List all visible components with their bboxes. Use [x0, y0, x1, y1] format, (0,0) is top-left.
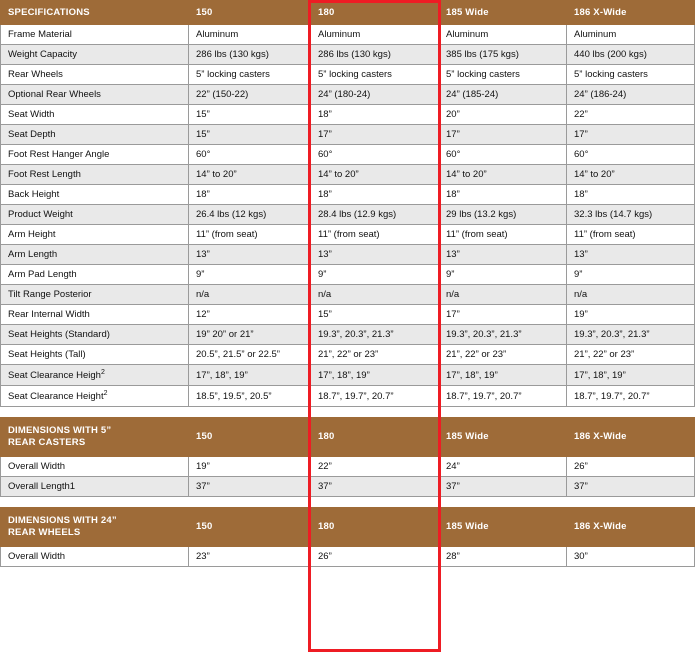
column-header-180: 180	[311, 1, 439, 25]
cell-186: 440 lbs (200 kgs)	[567, 45, 695, 65]
cell-180: 18”	[311, 185, 439, 205]
cell-186: 17”, 18”, 19”	[567, 365, 695, 386]
section-title-line2: REAR WHEELS	[8, 526, 81, 538]
table-row	[1, 125, 695, 145]
table-row	[1, 45, 695, 65]
row-label: Product Weight	[1, 205, 189, 225]
cell-186: 5” locking casters	[567, 65, 695, 85]
spacer-cell	[189, 497, 311, 507]
cell-150: 286 lbs (130 kgs)	[189, 45, 311, 65]
cell-180: 11” (from seat)	[311, 225, 439, 245]
column-header-180: 180	[311, 507, 439, 547]
cell-185: 385 lbs (175 kgs)	[439, 45, 567, 65]
row-label: Overall Width	[1, 457, 189, 477]
row-label-text: Seat Clearance Height	[8, 391, 104, 403]
cell-180: 15”	[311, 305, 439, 325]
section-title-wheels	[1, 507, 189, 547]
cell-186: 18”	[567, 185, 695, 205]
cell-186: 26”	[567, 457, 695, 477]
table-row	[1, 165, 695, 185]
table-row	[1, 477, 695, 497]
table-row	[1, 285, 695, 305]
cell-150: 9”	[189, 265, 311, 285]
row-label: Seat Heights (Standard)	[1, 325, 189, 345]
table-row	[1, 185, 695, 205]
table-row	[1, 265, 695, 285]
column-header-150: 150	[189, 507, 311, 547]
table-row	[1, 65, 695, 85]
cell-180: 24” (180-24)	[311, 85, 439, 105]
section-title-casters	[1, 417, 189, 457]
spacer-cell	[567, 497, 695, 507]
table-row	[1, 145, 695, 165]
column-header-186-x-wide: 186 X-Wide	[567, 417, 695, 457]
row-label: Arm Pad Length	[1, 265, 189, 285]
cell-186: 14” to 20”	[567, 165, 695, 185]
cell-150: 12”	[189, 305, 311, 325]
table-header-row	[1, 1, 695, 25]
table-row	[1, 345, 695, 365]
row-label	[1, 386, 189, 407]
row-label: Overall Length1	[1, 477, 189, 497]
cell-185: 60°	[439, 145, 567, 165]
cell-185: 20”	[439, 105, 567, 125]
spacer-cell	[439, 407, 567, 417]
section-header-wheels	[1, 507, 695, 547]
cell-185: 13”	[439, 245, 567, 265]
cell-150: Aluminum	[189, 25, 311, 45]
row-label: Foot Rest Hanger Angle	[1, 145, 189, 165]
cell-186: 19”	[567, 305, 695, 325]
row-label: Rear Internal Width	[1, 305, 189, 325]
cell-150: 14” to 20”	[189, 165, 311, 185]
table-row	[1, 547, 695, 567]
row-label: Optional Rear Wheels	[1, 85, 189, 105]
cell-186: 18.7”, 19.7”, 20.7”	[567, 386, 695, 407]
row-label	[1, 365, 189, 386]
cell-185: 11” (from seat)	[439, 225, 567, 245]
section-title-line2: REAR CASTERS	[8, 436, 86, 448]
table-row	[1, 365, 695, 386]
cell-180: 18.7”, 19.7”, 20.7”	[311, 386, 439, 407]
cell-150: 20.5”, 21.5” or 22.5”	[189, 345, 311, 365]
row-label: Tilt Range Posterior	[1, 285, 189, 305]
section-spacer	[1, 497, 695, 507]
table-row	[1, 305, 695, 325]
cell-186: 32.3 lbs (14.7 kgs)	[567, 205, 695, 225]
cell-186: 21”, 22” or 23”	[567, 345, 695, 365]
cell-150: 13”	[189, 245, 311, 265]
cell-186: 11” (from seat)	[567, 225, 695, 245]
cell-180: 9”	[311, 265, 439, 285]
cell-150: 18.5”, 19.5”, 20.5”	[189, 386, 311, 407]
cell-185: 17”, 18”, 19”	[439, 365, 567, 386]
cell-185: 14” to 20”	[439, 165, 567, 185]
row-label: Frame Material	[1, 25, 189, 45]
column-header-185-wide: 185 Wide	[439, 417, 567, 457]
spacer-cell	[1, 497, 189, 507]
cell-185: 19.3”, 20.3”, 21.3”	[439, 325, 567, 345]
column-header-186-x-wide: 186 X-Wide	[567, 507, 695, 547]
cell-185: Aluminum	[439, 25, 567, 45]
cell-185: 21”, 22” or 23”	[439, 345, 567, 365]
cell-180: Aluminum	[311, 25, 439, 45]
footnote-marker: 2	[100, 369, 105, 376]
cell-180: 60°	[311, 145, 439, 165]
row-label: Seat Width	[1, 105, 189, 125]
cell-180: 37”	[311, 477, 439, 497]
cell-185: 28”	[439, 547, 567, 567]
table-row	[1, 386, 695, 407]
row-label: Arm Length	[1, 245, 189, 265]
cell-150: 26.4 lbs (12 kgs)	[189, 205, 311, 225]
row-label: Arm Height	[1, 225, 189, 245]
cell-185: 29 lbs (13.2 kgs)	[439, 205, 567, 225]
section-title-line1: DIMENSIONS WITH 24”	[8, 514, 117, 526]
spacer-cell	[1, 407, 189, 417]
cell-150: 5” locking casters	[189, 65, 311, 85]
cell-186: 9”	[567, 265, 695, 285]
table-row	[1, 225, 695, 245]
cell-180: 21”, 22” or 23”	[311, 345, 439, 365]
cell-186: 17”	[567, 125, 695, 145]
cell-186: 24” (186-24)	[567, 85, 695, 105]
table-row	[1, 105, 695, 125]
cell-180: 17”	[311, 125, 439, 145]
cell-186: Aluminum	[567, 25, 695, 45]
cell-150: 17”, 18”, 19”	[189, 365, 311, 386]
table-row	[1, 457, 695, 477]
cell-180: n/a	[311, 285, 439, 305]
cell-150: 22” (150-22)	[189, 85, 311, 105]
cell-186: 30”	[567, 547, 695, 567]
table-row	[1, 325, 695, 345]
cell-185: 17”	[439, 125, 567, 145]
cell-180: 22”	[311, 457, 439, 477]
cell-186: 37”	[567, 477, 695, 497]
row-label-text: Seat Clearance Heigh	[8, 370, 101, 382]
cell-150: 15”	[189, 125, 311, 145]
spacer-cell	[189, 407, 311, 417]
cell-150: 23”	[189, 547, 311, 567]
cell-150: n/a	[189, 285, 311, 305]
cell-180: 5” locking casters	[311, 65, 439, 85]
column-header-186-x-wide: 186 X-Wide	[567, 1, 695, 25]
column-header-specifications: SPECIFICATIONS	[1, 1, 189, 25]
section-header-casters	[1, 417, 695, 457]
cell-186: 60°	[567, 145, 695, 165]
table-row	[1, 85, 695, 105]
cell-150: 60°	[189, 145, 311, 165]
cell-185: 9”	[439, 265, 567, 285]
cell-180: 26”	[311, 547, 439, 567]
section-title-line1: DIMENSIONS WITH 5”	[8, 424, 112, 436]
cell-180: 17”, 18”, 19”	[311, 365, 439, 386]
spacer-cell	[311, 497, 439, 507]
cell-180: 19.3”, 20.3”, 21.3”	[311, 325, 439, 345]
cell-150: 11” (from seat)	[189, 225, 311, 245]
row-label: Rear Wheels	[1, 65, 189, 85]
cell-185: 37”	[439, 477, 567, 497]
row-label: Weight Capacity	[1, 45, 189, 65]
cell-150: 15”	[189, 105, 311, 125]
section-spacer	[1, 407, 695, 417]
row-label: Seat Heights (Tall)	[1, 345, 189, 365]
column-header-150: 150	[189, 417, 311, 457]
spacer-cell	[567, 407, 695, 417]
table-row	[1, 205, 695, 225]
cell-186: 13”	[567, 245, 695, 265]
row-label: Foot Rest Length	[1, 165, 189, 185]
cell-150: 19”	[189, 457, 311, 477]
cell-150: 37”	[189, 477, 311, 497]
column-header-185-wide: 185 Wide	[439, 1, 567, 25]
cell-186: 22”	[567, 105, 695, 125]
cell-185: n/a	[439, 285, 567, 305]
cell-185: 24”	[439, 457, 567, 477]
cell-180: 14” to 20”	[311, 165, 439, 185]
cell-185: 17”	[439, 305, 567, 325]
cell-180: 13”	[311, 245, 439, 265]
row-label: Seat Depth	[1, 125, 189, 145]
spacer-cell	[311, 407, 439, 417]
row-label: Back Height	[1, 185, 189, 205]
cell-185: 5” locking casters	[439, 65, 567, 85]
cell-185: 24” (185-24)	[439, 85, 567, 105]
column-header-180: 180	[311, 417, 439, 457]
spacer-cell	[439, 497, 567, 507]
cell-180: 286 lbs (130 kgs)	[311, 45, 439, 65]
footnote-marker: 2	[103, 390, 108, 398]
row-label: Overall Width	[1, 547, 189, 567]
cell-150: 19” 20” or 21”	[189, 325, 311, 345]
cell-180: 18”	[311, 105, 439, 125]
table-row	[1, 245, 695, 265]
cell-185: 18.7”, 19.7”, 20.7”	[439, 386, 567, 407]
cell-150: 18”	[189, 185, 311, 205]
cell-186: n/a	[567, 285, 695, 305]
cell-185: 18”	[439, 185, 567, 205]
column-header-150: 150	[189, 1, 311, 25]
cell-186: 19.3”, 20.3”, 21.3”	[567, 325, 695, 345]
table-row	[1, 25, 695, 45]
column-header-185-wide: 185 Wide	[439, 507, 567, 547]
cell-180: 28.4 lbs (12.9 kgs)	[311, 205, 439, 225]
